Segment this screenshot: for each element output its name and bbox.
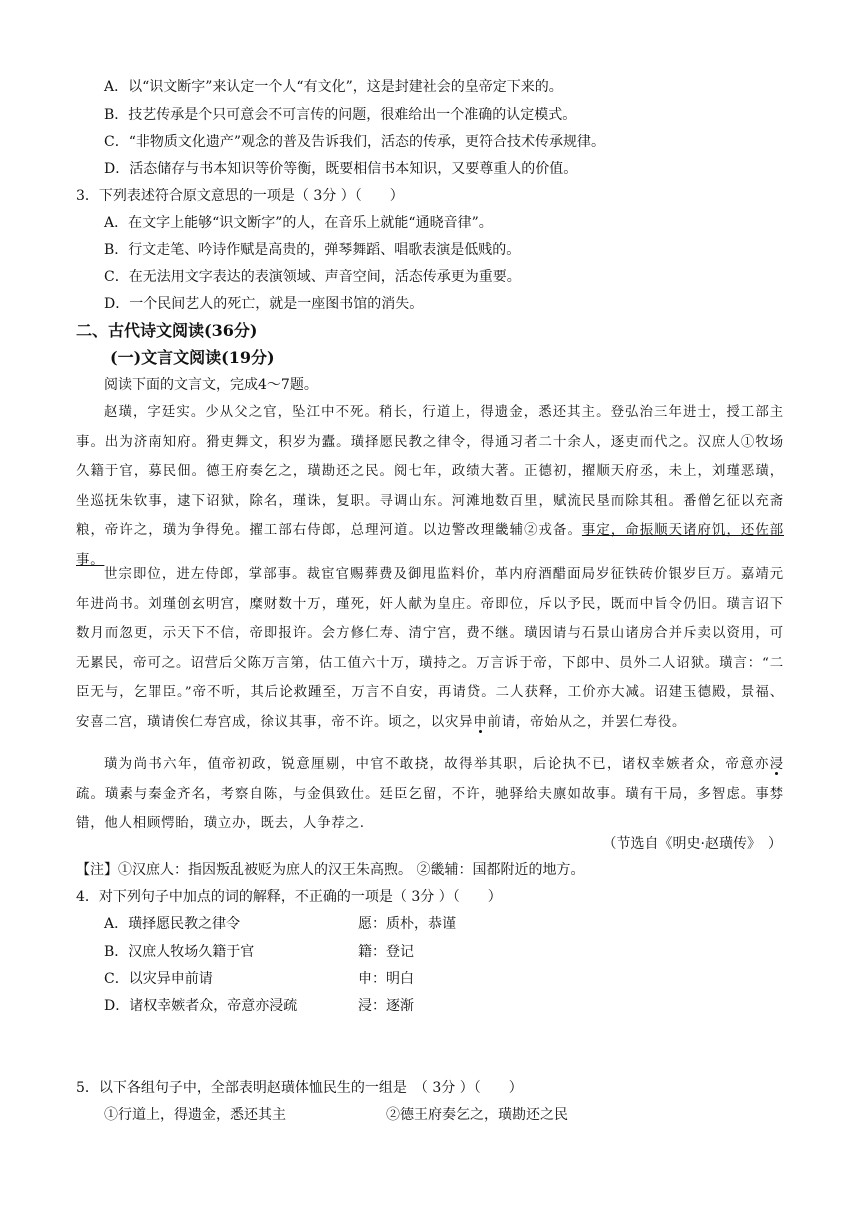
q4-option-c-gloss: 申：明白	[358, 971, 414, 987]
q4-option-d: D．诸权幸嫉者众，帝意亦浸疏	[104, 998, 298, 1014]
passage-p3-text-a: 璜为尚书六年，值帝初政，锐意厘剔，中官不敢挠，故得举其职，后论执不已，诸权幸嫉者众，帝意亦	[104, 757, 770, 772]
q4-option-d-gloss: 浸：逐渐	[358, 998, 414, 1014]
q3-option-c: C．在无法用文字表达的表演领域、声音空间，活态传承更为重要。	[104, 269, 521, 285]
q4-option-b-gloss: 籍：登记	[358, 944, 414, 960]
q2-option-c: C．“非物质文化遗产”观念的普及告诉我们，活态的传承，更符合技术传承规律。	[104, 134, 606, 150]
q2-option-d: D．活态储存与书本知识等价等衡，既要相信书本知识，又要尊重人的价值。	[104, 161, 578, 177]
reading-instruction: 阅读下面的文言文，完成4～7题。	[104, 377, 318, 393]
passage-p1-text: 赵璜，字廷实。少从父之官，坠江中不死。稍长，行道上，得遗金，悉还其主。登弘治三年进士，授工部主事。出为济南知府。猾吏舞文，积岁为蠹。璜择愿民教之律令，得通习者二十余人，逐吏而代之。汉庶人①牧场久籍于官，募民佃。德王府奏乞之，璜勘还之民。阅七年，政绩大著。正德初，擢顺天府丞，未上，刘瑾恶璜，坐巡抚朱钦事，逮下诏狱，除名，瑾诛，复职。寻调山东。河滩地数百里，赋流民垦而除其租。番僧乞征以充斋粮，帝许之，璜为争得免。擢工部右侍郎，总理河道。以边警改理畿辅②戎备。	[76, 405, 784, 538]
q5-item-2: ②德王府奏乞之，璜勘还之民	[386, 1107, 568, 1123]
passage-paragraph-3	[76, 750, 784, 839]
passage-underlined-sentence: 事定，命振顺天诸府饥，还佐部事。	[76, 523, 785, 568]
q2-option-a: A．以“识文断字”来认定一个人“有文化”，这是封建社会的皇帝定下来的。	[104, 79, 563, 95]
q4-option-b: B．汉庶人牧场久籍于官	[104, 944, 255, 960]
passage-note: 【注】①汉庶人：指因叛乱被贬为庶人的汉王朱高煦。 ②畿辅：国都附近的地方。	[76, 862, 585, 878]
q3-stem: 3．下列表述符合原文意思的一项是（ 3分 ）（ ）	[76, 188, 404, 204]
passage-p2-text-b: 前请，帝始从之，并罢仁寿役。	[487, 714, 687, 730]
passage-source: （节选自《明史·赵璜传》 ）	[602, 836, 782, 852]
q4-option-c: C．以灾异申前请	[104, 971, 213, 987]
q3-option-d: D．一个民间艺人的死亡，就是一座图书馆的消失。	[104, 296, 424, 312]
subsection-title: (一)文言文阅读(19分)	[110, 348, 275, 367]
q5-item-1: ①行道上，得遗金，悉还其主	[104, 1107, 286, 1123]
q3-option-a: A．在文字上能够“识文断字”的人，在音乐上就能“通晓音律”。	[104, 215, 493, 231]
q2-option-b: B．技艺传承是个只可意会不可言传的问题，很难给出一个准确的认定模式。	[104, 107, 577, 123]
passage-p3-text-b: 疏。璜素与秦金齐名，考察自陈，与金俱致仕。廷臣乞留，不许，驰驿给夫廪如故事。璜有干局，多智虑。事棼错，他人相顾愕眙，璜立办，既去，人争荐之.	[76, 786, 784, 831]
q4-option-a-gloss: 愿：质朴，恭谨	[358, 916, 456, 932]
q4-stem: 4．对下列句子中加点的词的解释，不正确的一项是（ 3分 ）（ ）	[76, 889, 502, 905]
dotted-word-shen: 申	[473, 714, 488, 730]
section-title: 二、古代诗文阅读(36分)	[76, 321, 258, 340]
q5-stem: 5．以下各组句子中，全部表明赵璜体恤民生的一组是 （ 3分 ）（ ）	[76, 1080, 523, 1096]
passage-paragraph-2	[76, 560, 784, 737]
q3-option-b: B．行文走笔、吟诗作赋是高贵的，弹琴舞蹈、唱歌表演是低贱的。	[104, 242, 521, 258]
dotted-word-jin: 浸	[769, 757, 784, 772]
q4-option-a: A．璜择愿民教之律令	[104, 916, 241, 932]
passage-p2-text-a: 世宗即位，进左侍郎，掌部事。裁宦官赐葬费及御甩监料价，革内府酒醋面局岁征铁砖价银岁巨万。嘉靖元年进尚书。刘瑾创玄明宫，糜财数十万，瑾死，奸人献为皇庄。帝即位，斥以予民，既而中旨令仍旧。璜言诏下数月而忽更，示天下不信，帝即报许。会方修仁寿、清宁宫，费不继。璜因请与石景山诸房合并斥卖以资用，可无累民，帝可之。诏营后父陈万言第，估工值六十万，璜持之。万言诉于帝，下郎中、员外二人诏狱。璜言：“二臣无与，乞罪臣。”帝不听，其后论救踵至，万言不自安，再请贷。二人获释，工价亦大减。诏建玉德殿，景福、安喜二宫，璜请俟仁寿宫成，徐议其事，帝不许。顷之，以灾异	[76, 567, 784, 730]
passage-paragraph-1	[76, 398, 784, 575]
